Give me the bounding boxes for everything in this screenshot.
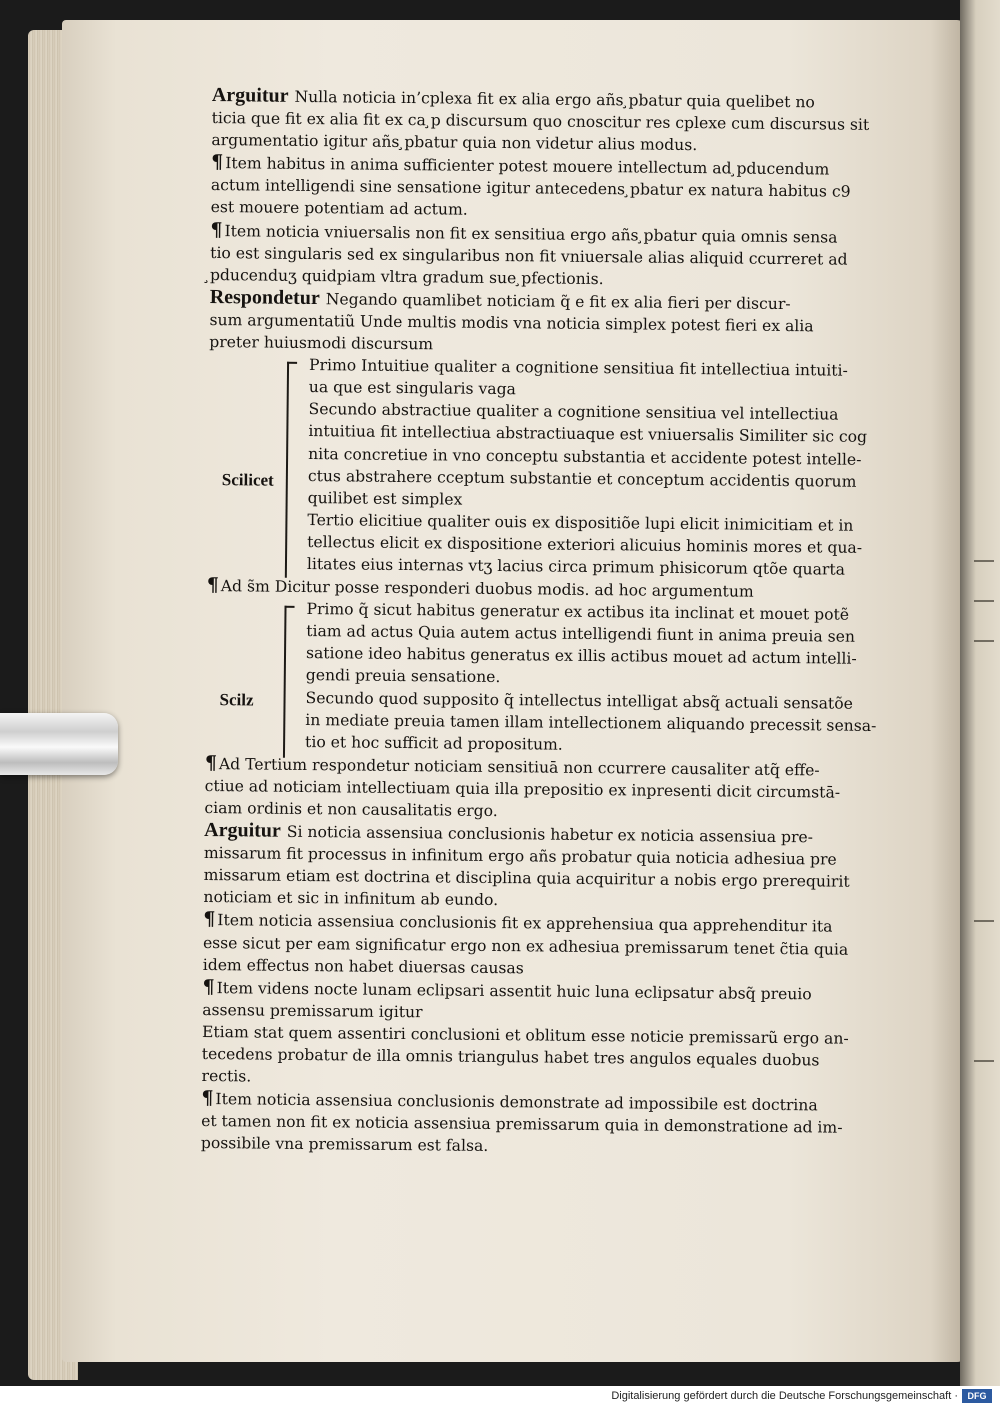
pilcrow-icon: ¶ (202, 975, 215, 998)
text-line: Primo Intuitiue qualiter a cognitione sensitiua fit intellectiua intuiti- (308, 356, 848, 380)
line-text: et tamen non fit ex noticia assensiua premissarum quia in demonstratione ad im- (201, 1112, 843, 1137)
line-text: ticia que fit ex alia fit ex ca ̧p discursum quo cnoscitur res cplexe cum discursus sit (211, 109, 870, 134)
facing-page-ink (974, 560, 994, 562)
text-line: quilibet est simplex (307, 488, 463, 509)
line-text: est mouere potentiam ad actum. (210, 198, 468, 220)
line-text: Etiam stat quem assentiri conclusioni et oblitum esse noticie premissarũ ergo an- (201, 1022, 849, 1048)
facing-page-ink (974, 1060, 994, 1062)
line-text: Si noticia assensiua conclusionis habetur ex noticia assensiua pre- (286, 822, 814, 847)
pilcrow-icon: ¶ (201, 1087, 214, 1110)
line-text: argumentatio igitur añs ̧pbatur quia non videtur alius modus. (211, 131, 698, 155)
page-holder-clip (0, 713, 118, 775)
line-text: Item habitus in anima sufficienter potest mouere intellectum ad ̧pducendum (225, 154, 830, 179)
line-text: sum argumentatiũ Unde multis modis vna noticia simplex potest fieri ex alia (209, 310, 814, 336)
line-text: actum intelligendi sine sensatione igitur antecedens ̧pbatur ex natura habitus c9 (210, 176, 851, 202)
line-text: tio est singularis sed ex singularibus non fit vniuersale alias aliquid ccurreret ad (210, 243, 848, 269)
line-text: tecedens probatur de illa omnis triangulus habet tres angulos equales duobus (201, 1044, 820, 1070)
line-text: Negando quamlibet noticiam q̃ e fit ex alia fieri per discur- (325, 290, 791, 313)
line-text: Ad s̃m Dicitur posse responderi duobus modis. ad hoc argumentum (220, 577, 754, 601)
line-text: rectis. (201, 1067, 252, 1086)
line-text: ̧pducenduʒ quidpiam vltra gradum sue ̧pfectionis. (209, 265, 604, 288)
line-text: esse sicut per eam significatur ergo non ex adhesiua premissarum tenet c̃tia quia (202, 933, 849, 959)
text-line: ua que est singularis vaga (308, 378, 517, 399)
pilcrow-icon: ¶ (204, 751, 218, 774)
line-text: ctiue ad noticiam intellectiuam quia illa prepositio ex inpresenti dicit circumstā- (204, 776, 841, 802)
text-line: intuitiua fit intellectiua abstractiuaque est vniuersalis Similiter sic cog (308, 422, 868, 447)
line-text: ciam ordinis et non causalitatis ergo. (204, 798, 498, 821)
text-section-d (201, 752, 933, 1162)
section-heading: Arguitur (204, 819, 281, 842)
footer-bar (0, 1386, 1000, 1407)
facing-page-ink (974, 640, 994, 642)
facing-page-ink (974, 920, 994, 922)
line-text: idem effectus non habet diuersas causas (202, 955, 524, 977)
section-heading: Arguitur (211, 84, 289, 107)
pilcrow-icon: ¶ (210, 218, 223, 241)
line-text: noticiam et sic in infinitum ab eundo. (203, 888, 499, 910)
line-text: missarum etiam est doctrina et disciplina quia acquiritur a nobis ergo prerequirit (203, 866, 850, 892)
line-text: preter huiusmodi discursum (209, 333, 434, 354)
line-text: Item noticia assensiua conclusionis fit ex apprehensiua qua apprehenditur ita (217, 911, 833, 937)
facing-page-sliver (960, 0, 1000, 1386)
text-section-c (205, 597, 935, 759)
page-text (201, 84, 940, 1162)
scilz-group (205, 597, 935, 759)
line-text: assensu premissarum igitur (202, 1000, 423, 1022)
pilcrow-icon: ¶ (211, 151, 224, 174)
text-line: in mediate preuia tamen illam intellectionem aliquando precessit sensa- (305, 710, 877, 735)
scilicet-group (207, 353, 937, 582)
line-text: Item noticia vniuersalis non fit ex sensitiua ergo añs ̧pbatur quia omnis sensa (224, 221, 838, 247)
text-line: gendi preuia sensatione. (305, 666, 501, 687)
text-line: Tertio elicitiue qualiter ouis ex dispositiõe lupi elicit inimicitiam et in (307, 510, 854, 535)
text-line: satione ideo habitus generatus ex illis actibus mouet ad actum intelli- (305, 644, 857, 669)
scilz-label: Scilz (219, 690, 254, 710)
text-line: nita concretiue in vno conceptu substantia et accidente potest intelle- (308, 444, 862, 469)
text-line: ctus abstrahere cceptum substantie et conceptum accidentis quorum (307, 466, 857, 491)
brace-mark (283, 606, 295, 758)
line-text: Item videns nocte lunam eclipsari assentit huic luna eclipsatur absq̃ preuio (216, 978, 812, 1004)
text-section-a (209, 84, 940, 361)
facing-page-ink (974, 600, 994, 602)
text-line: Primo q̃ sicut habitus generatur ex actibus ita inclinat et mouet potẽ (306, 600, 850, 624)
line-text: Nulla noticia in’cplexa fit ex alia ergo añs ̧pbatur quia quelibet no (294, 87, 815, 112)
pilcrow-icon: ¶ (203, 908, 216, 931)
text-line: tellectus elicit ex dispositione exteriori alicuius hominis mores et qua- (307, 532, 863, 557)
text-line: Secundo abstractiue qualiter a cognitione sensitiua vel intellectiua (308, 400, 839, 424)
scilicet-label: Scilicet (221, 470, 274, 490)
section-heading: Respondetur (209, 285, 320, 309)
line-text: Ad Tertium respondetur noticiam sensitiuā non ccurrere causaliter atq̃ effe- (218, 754, 820, 780)
text-line: tio et hoc sufficit ad propositum. (305, 732, 563, 754)
pilcrow-icon: ¶ (206, 574, 219, 597)
text-line: litates eius internas vtʒ lacius circa primum phisicorum qtõe quarta (306, 554, 846, 579)
dfg-logo: DFG (962, 1389, 992, 1403)
text-section-b (207, 353, 937, 582)
text-line: tiam ad actus Quia autem actus intelligendi fiunt in anima preuia sen (306, 622, 856, 647)
line-text: Item noticia assensiua conclusionis demonstrate ad impossibile est doctrina (215, 1090, 818, 1115)
line-text: possibile vna premissarum est falsa. (200, 1134, 489, 1156)
footer-credit: Digitalisierung gefördert durch die Deutsche Forschungsgemeinschaft · (611, 1390, 958, 1402)
text-line: Secundo quod supposito q̃ intellectus intelligat absq̃ actuali sensatõe (305, 688, 853, 713)
line-text: missarum fit processus in infinitum ergo añs probatur quia noticia adhesiua pre (203, 844, 837, 869)
